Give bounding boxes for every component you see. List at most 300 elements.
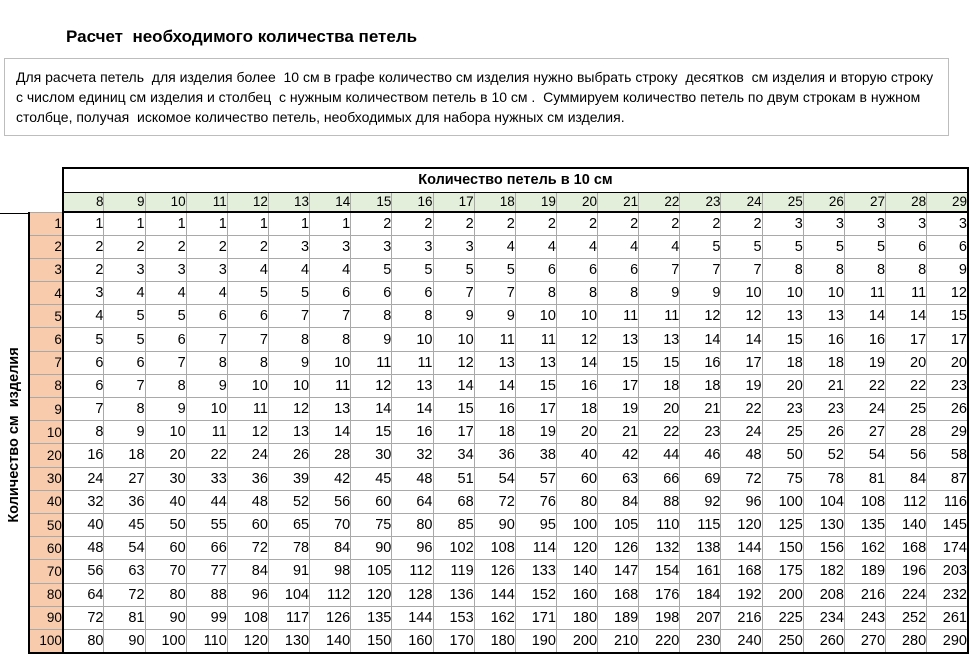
table-row — [29, 398, 968, 421]
table-cell: 11 — [639, 305, 680, 328]
table-cell: 8 — [186, 351, 227, 374]
column-header: 9 — [104, 192, 145, 212]
table-cell: 8 — [392, 305, 433, 328]
table-cell: 51 — [433, 467, 474, 490]
table-cell: 9 — [351, 328, 392, 351]
table-cell: 10 — [310, 351, 351, 374]
table-cell: 18 — [104, 444, 145, 467]
table-cell: 6 — [145, 328, 186, 351]
table-row — [29, 282, 968, 305]
table-cell: 189 — [598, 606, 639, 629]
table-row — [29, 467, 968, 490]
table-cell: 33 — [186, 467, 227, 490]
table-cell: 10 — [268, 374, 309, 397]
table-cell: 2 — [639, 212, 680, 235]
table-cell: 9 — [433, 305, 474, 328]
table-cell: 10 — [556, 305, 597, 328]
column-header: 12 — [227, 192, 268, 212]
table-cell: 39 — [268, 467, 309, 490]
table-cell: 45 — [104, 513, 145, 536]
table-cell: 8 — [803, 258, 844, 281]
table-cell: 184 — [680, 583, 721, 606]
table-cell: 78 — [803, 467, 844, 490]
table-cell: 15 — [515, 374, 556, 397]
table-cell: 216 — [844, 583, 885, 606]
table-cell: 12 — [680, 305, 721, 328]
table-cell: 112 — [392, 560, 433, 583]
row-header: 3 — [29, 258, 63, 281]
table-cell: 116 — [927, 490, 968, 513]
table-cell: 182 — [803, 560, 844, 583]
column-header: 22 — [639, 192, 680, 212]
table-cell: 72 — [104, 583, 145, 606]
table-cell: 4 — [310, 258, 351, 281]
table-cell: 140 — [556, 560, 597, 583]
table-cell: 15 — [762, 328, 803, 351]
column-header: 8 — [63, 192, 104, 212]
table-cell: 250 — [762, 629, 803, 652]
table-cell: 22 — [844, 374, 885, 397]
table-cell: 7 — [104, 374, 145, 397]
table-cell: 6 — [515, 258, 556, 281]
table-cell: 14 — [721, 328, 762, 351]
table-cell: 56 — [63, 560, 104, 583]
column-header: 19 — [515, 192, 556, 212]
table-cell: 224 — [886, 583, 927, 606]
table-cell: 23 — [680, 421, 721, 444]
table-cell: 45 — [351, 467, 392, 490]
table-cell: 136 — [433, 583, 474, 606]
table-cell: 290 — [927, 629, 968, 652]
table-cell: 12 — [268, 398, 309, 421]
table-cell: 26 — [927, 398, 968, 421]
table-cell: 84 — [886, 467, 927, 490]
table-cell: 64 — [392, 490, 433, 513]
table-cell: 171 — [515, 606, 556, 629]
table-cell: 64 — [63, 583, 104, 606]
row-caption: Количество см изделия — [6, 347, 22, 523]
table-cell: 96 — [392, 537, 433, 560]
table-cell: 90 — [145, 606, 186, 629]
table-cell: 92 — [680, 490, 721, 513]
table-cell: 9 — [104, 421, 145, 444]
table-cell: 60 — [351, 490, 392, 513]
table-cell: 11 — [392, 351, 433, 374]
table-cell: 8 — [227, 351, 268, 374]
table-cell: 180 — [556, 606, 597, 629]
table-cell: 128 — [392, 583, 433, 606]
table-cell: 130 — [268, 629, 309, 652]
table-cell: 48 — [227, 490, 268, 513]
table-cell: 9 — [680, 282, 721, 305]
table-cell: 19 — [598, 398, 639, 421]
table-cell: 11 — [474, 328, 515, 351]
table-cell: 7 — [474, 282, 515, 305]
table-cell: 11 — [844, 282, 885, 305]
column-header: 27 — [844, 192, 885, 212]
row-header: 60 — [29, 537, 63, 560]
table-cell: 18 — [762, 351, 803, 374]
table-cell: 87 — [927, 467, 968, 490]
table-cell: 77 — [186, 560, 227, 583]
table-cell: 18 — [474, 421, 515, 444]
row-header: 10 — [29, 421, 63, 444]
table-cell: 10 — [803, 282, 844, 305]
table-row — [29, 444, 968, 467]
table-cell: 14 — [680, 328, 721, 351]
table-cell: 84 — [227, 560, 268, 583]
table-cell: 198 — [639, 606, 680, 629]
table-cell: 50 — [762, 444, 803, 467]
table-cell: 5 — [104, 328, 145, 351]
table-cell: 16 — [474, 398, 515, 421]
table-cell: 5 — [844, 235, 885, 258]
table-cell: 25 — [762, 421, 803, 444]
description-box: Для расчета петель для изделия более 10 см в графе количество см изделия нужно выбрать строку десятков см изделия и вторую строку с числом единиц см изделия и столбец с нужным количеством петель в 10 см . Суммируем количество петель по двум строкам в нужном столбце, получая искомое количество петель, необходимых для набора нужных см изделия. — [4, 58, 949, 136]
table-row — [29, 258, 968, 281]
table-cell: 72 — [474, 490, 515, 513]
table-cell: 132 — [639, 537, 680, 560]
table-cell: 13 — [392, 374, 433, 397]
row-header: 2 — [29, 235, 63, 258]
table-cell: 15 — [927, 305, 968, 328]
table-row — [29, 629, 968, 652]
table-cell: 16 — [392, 421, 433, 444]
table-cell: 55 — [186, 513, 227, 536]
table-cell: 8 — [598, 282, 639, 305]
table-cell: 8 — [844, 258, 885, 281]
table-cell: 17 — [515, 398, 556, 421]
table-cell: 17 — [721, 351, 762, 374]
corner-cell — [29, 192, 63, 212]
table-cell: 16 — [844, 328, 885, 351]
column-header: 10 — [145, 192, 186, 212]
table-cell: 196 — [886, 560, 927, 583]
column-header: 18 — [474, 192, 515, 212]
table-cell: 80 — [392, 513, 433, 536]
table-cell: 6 — [556, 258, 597, 281]
table-cell: 72 — [721, 467, 762, 490]
table-cell: 29 — [927, 421, 968, 444]
table-cell: 126 — [474, 560, 515, 583]
table-cell: 6 — [310, 282, 351, 305]
table-cell: 17 — [886, 328, 927, 351]
table-cell: 4 — [639, 235, 680, 258]
table-cell: 200 — [556, 629, 597, 652]
table-cell: 24 — [721, 421, 762, 444]
table-cell: 10 — [392, 328, 433, 351]
table-cell: 120 — [556, 537, 597, 560]
row-header: 30 — [29, 467, 63, 490]
table-cell: 153 — [433, 606, 474, 629]
table-cell: 90 — [104, 629, 145, 652]
table-cell: 102 — [433, 537, 474, 560]
table-cell: 154 — [639, 560, 680, 583]
table-cell: 100 — [145, 629, 186, 652]
table-cell: 11 — [886, 282, 927, 305]
table-cell: 192 — [721, 583, 762, 606]
table-cell: 18 — [639, 374, 680, 397]
table-cell: 10 — [186, 398, 227, 421]
table-cell: 10 — [721, 282, 762, 305]
table-cell: 9 — [268, 351, 309, 374]
table-cell: 2 — [392, 212, 433, 235]
table-cell: 145 — [927, 513, 968, 536]
column-header: 23 — [680, 192, 721, 212]
table-cell: 6 — [104, 351, 145, 374]
table-cell: 162 — [844, 537, 885, 560]
table-cell: 104 — [803, 490, 844, 513]
column-caption: Количество петель в 10 см — [63, 168, 968, 192]
table-cell: 30 — [145, 467, 186, 490]
column-header: 24 — [721, 192, 762, 212]
table-cell: 5 — [721, 235, 762, 258]
table-cell: 32 — [392, 444, 433, 467]
table-cell: 5 — [680, 235, 721, 258]
table-cell: 162 — [474, 606, 515, 629]
table-cell: 75 — [351, 513, 392, 536]
table-cell: 13 — [762, 305, 803, 328]
table-cell: 66 — [639, 467, 680, 490]
table-cell: 81 — [104, 606, 145, 629]
table-cell: 112 — [310, 583, 351, 606]
table-cell: 15 — [351, 421, 392, 444]
table-cell: 66 — [186, 537, 227, 560]
row-header: 1 — [29, 212, 63, 235]
table-cell: 130 — [803, 513, 844, 536]
table-cell: 2 — [598, 212, 639, 235]
table-cell: 5 — [803, 235, 844, 258]
table-cell: 2 — [227, 235, 268, 258]
table-cell: 2 — [721, 212, 762, 235]
column-header: 28 — [886, 192, 927, 212]
table-cell: 80 — [145, 583, 186, 606]
table-cell: 4 — [145, 282, 186, 305]
column-header: 29 — [927, 192, 968, 212]
table-cell: 40 — [145, 490, 186, 513]
table-cell: 8 — [886, 258, 927, 281]
table-cell: 40 — [63, 513, 104, 536]
table-cell: 4 — [63, 305, 104, 328]
column-header: 14 — [310, 192, 351, 212]
table-cell: 10 — [227, 374, 268, 397]
table-cell: 3 — [392, 235, 433, 258]
table-cell: 19 — [515, 421, 556, 444]
table-cell: 3 — [886, 212, 927, 235]
table-cell: 3 — [63, 282, 104, 305]
table-cell: 100 — [556, 513, 597, 536]
table-row — [29, 583, 968, 606]
table-cell: 21 — [803, 374, 844, 397]
table-cell: 280 — [886, 629, 927, 652]
table-row — [29, 351, 968, 374]
table-cell: 38 — [515, 444, 556, 467]
table-cell: 5 — [392, 258, 433, 281]
table-cell: 13 — [639, 328, 680, 351]
table-cell: 110 — [186, 629, 227, 652]
table-cell: 3 — [104, 258, 145, 281]
table-cell: 4 — [515, 235, 556, 258]
table-cell: 2 — [351, 212, 392, 235]
table-cell: 5 — [63, 328, 104, 351]
table-row — [29, 421, 968, 444]
table-cell: 120 — [351, 583, 392, 606]
table-cell: 260 — [803, 629, 844, 652]
row-header: 8 — [29, 374, 63, 397]
table-cell: 10 — [433, 328, 474, 351]
table-cell: 8 — [145, 374, 186, 397]
table-cell: 60 — [556, 467, 597, 490]
table-cell: 11 — [598, 305, 639, 328]
table-cell: 12 — [556, 328, 597, 351]
table-cell: 252 — [886, 606, 927, 629]
table-cell: 6 — [227, 305, 268, 328]
table-cell: 24 — [844, 398, 885, 421]
table-cell: 225 — [762, 606, 803, 629]
table-cell: 5 — [227, 282, 268, 305]
table-cell: 18 — [680, 374, 721, 397]
table-cell: 6 — [63, 351, 104, 374]
table-cell: 54 — [474, 467, 515, 490]
table-cell: 25 — [886, 398, 927, 421]
table-cell: 110 — [639, 513, 680, 536]
table-cell: 56 — [886, 444, 927, 467]
table-cell: 17 — [927, 328, 968, 351]
table-cell: 22 — [186, 444, 227, 467]
table-cell: 234 — [803, 606, 844, 629]
table-cell: 36 — [227, 467, 268, 490]
table-cell: 133 — [515, 560, 556, 583]
table-cell: 1 — [227, 212, 268, 235]
table-cell: 9 — [474, 305, 515, 328]
table-cell: 1 — [145, 212, 186, 235]
table-cell: 108 — [227, 606, 268, 629]
table-cell: 63 — [598, 467, 639, 490]
table-cell: 150 — [762, 537, 803, 560]
table-cell: 14 — [886, 305, 927, 328]
table-cell: 108 — [844, 490, 885, 513]
table-cell: 135 — [351, 606, 392, 629]
table-cell: 18 — [803, 351, 844, 374]
table-cell: 46 — [680, 444, 721, 467]
table-cell: 9 — [927, 258, 968, 281]
table-cell: 161 — [680, 560, 721, 583]
table-cell: 12 — [227, 421, 268, 444]
table-cell: 2 — [145, 235, 186, 258]
table-cell: 8 — [63, 421, 104, 444]
table-cell: 84 — [598, 490, 639, 513]
table-cell: 10 — [145, 421, 186, 444]
table-cell: 11 — [186, 421, 227, 444]
table-cell: 22 — [639, 421, 680, 444]
table-cell: 32 — [63, 490, 104, 513]
table-cell: 2 — [63, 235, 104, 258]
table-cell: 16 — [803, 328, 844, 351]
table-cell: 5 — [474, 258, 515, 281]
row-header: 5 — [29, 305, 63, 328]
table-cell: 8 — [515, 282, 556, 305]
table-cell: 3 — [762, 212, 803, 235]
table-cell: 20 — [886, 351, 927, 374]
table-cell: 2 — [680, 212, 721, 235]
table-cell: 14 — [844, 305, 885, 328]
page-title: Расчет необходимого количества петель — [66, 27, 418, 46]
table-cell: 48 — [721, 444, 762, 467]
table-cell: 7 — [227, 328, 268, 351]
table-row — [29, 606, 968, 629]
table-cell: 28 — [886, 421, 927, 444]
table-cell: 98 — [310, 560, 351, 583]
table-cell: 170 — [433, 629, 474, 652]
table-cell: 23 — [927, 374, 968, 397]
table-cell: 6 — [392, 282, 433, 305]
table-cell: 90 — [351, 537, 392, 560]
table-cell: 160 — [392, 629, 433, 652]
table-cell: 42 — [598, 444, 639, 467]
table-cell: 243 — [844, 606, 885, 629]
table-cell: 16 — [556, 374, 597, 397]
table-cell: 7 — [310, 305, 351, 328]
table-cell: 8 — [104, 398, 145, 421]
table-cell: 12 — [927, 282, 968, 305]
table-cell: 7 — [721, 258, 762, 281]
table-cell: 2 — [63, 258, 104, 281]
table-cell: 216 — [721, 606, 762, 629]
table-cell: 76 — [515, 490, 556, 513]
table-cell: 210 — [598, 629, 639, 652]
table-cell: 120 — [227, 629, 268, 652]
table-cell: 3 — [351, 235, 392, 258]
table-cell: 11 — [351, 351, 392, 374]
table-cell: 12 — [721, 305, 762, 328]
table-cell: 180 — [474, 629, 515, 652]
table-cell: 80 — [63, 629, 104, 652]
table-cell: 3 — [310, 235, 351, 258]
table-cell: 44 — [639, 444, 680, 467]
table-cell: 13 — [268, 421, 309, 444]
table-cell: 8 — [556, 282, 597, 305]
table-cell: 6 — [927, 235, 968, 258]
table-cell: 10 — [762, 282, 803, 305]
table-cell: 7 — [433, 282, 474, 305]
table-cell: 17 — [598, 374, 639, 397]
column-header: 26 — [803, 192, 844, 212]
table-cell: 50 — [145, 513, 186, 536]
table-cell: 84 — [310, 537, 351, 560]
table-cell: 189 — [844, 560, 885, 583]
table-cell: 140 — [886, 513, 927, 536]
table-row — [29, 490, 968, 513]
table-cell: 144 — [392, 606, 433, 629]
table-cell: 12 — [351, 374, 392, 397]
table-cell: 12 — [433, 351, 474, 374]
table-cell: 4 — [598, 235, 639, 258]
table-cell: 81 — [844, 467, 885, 490]
table-cell: 21 — [680, 398, 721, 421]
table-cell: 63 — [104, 560, 145, 583]
table-cell: 174 — [927, 537, 968, 560]
table-cell: 3 — [433, 235, 474, 258]
table-cell: 115 — [680, 513, 721, 536]
table-row — [29, 537, 968, 560]
table-cell: 52 — [803, 444, 844, 467]
table-cell: 69 — [680, 467, 721, 490]
table-cell: 138 — [680, 537, 721, 560]
table-cell: 4 — [474, 235, 515, 258]
table-cell: 19 — [844, 351, 885, 374]
table-cell: 14 — [433, 374, 474, 397]
table-cell: 2 — [186, 235, 227, 258]
